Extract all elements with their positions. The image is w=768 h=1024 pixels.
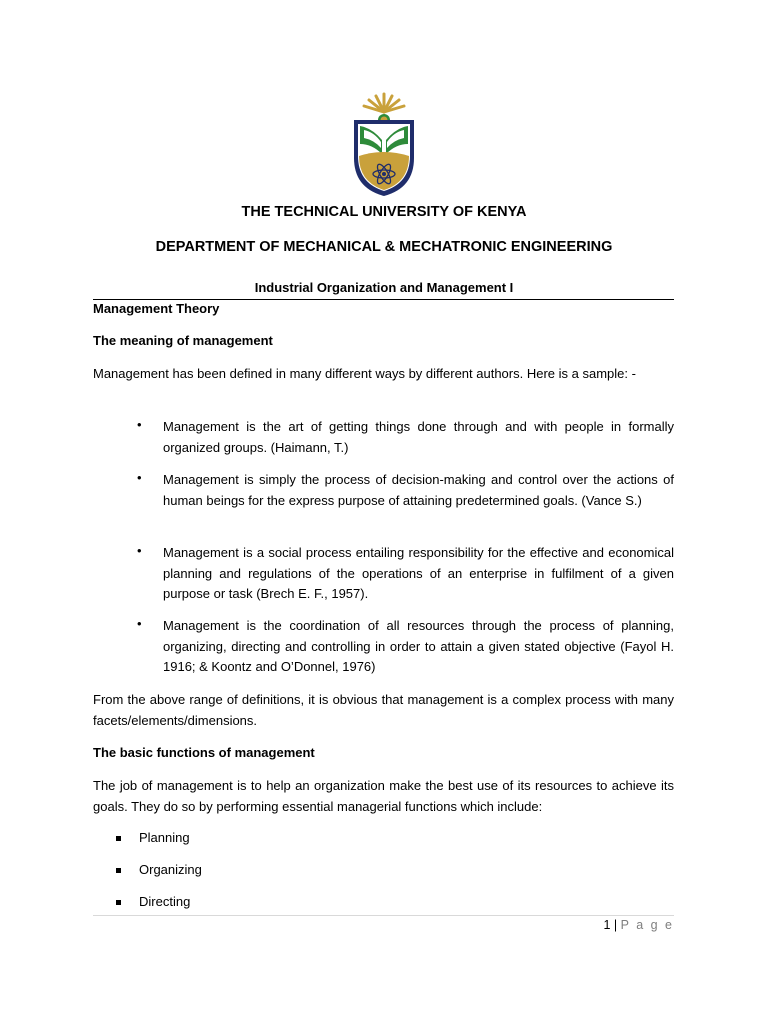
section-heading-functions: The basic functions of management [93, 745, 315, 760]
function-item-directing: Directing [139, 894, 191, 909]
bullet-dot: • [137, 470, 142, 485]
page-label: P a g e [620, 918, 674, 932]
definition-item: Management is the coordination of all resources through the process of planning, organizing, directing and controlling in order to attain a given stated objective (Fayol H. 1916; & Koontz and O’Donnel, 1976) [163, 618, 674, 674]
bullet-dot: • [137, 417, 142, 432]
page-footer [603, 918, 674, 932]
paragraph-summary: From the above range of definitions, it is obvious that management is a complex process with many facets/elements/dimensions. [93, 692, 674, 728]
header-divider [93, 299, 674, 300]
course-title: Industrial Organization and Management I [254, 280, 514, 295]
department-title: DEPARTMENT OF MECHANICAL & MECHATRONIC ENGINEERING [155, 239, 613, 255]
footer-divider [93, 915, 674, 916]
university-crest-icon [350, 90, 418, 198]
square-bullet-icon [116, 900, 121, 905]
square-bullet-icon [116, 868, 121, 873]
bullet-dot: • [137, 616, 142, 631]
page-number: 1 [603, 918, 611, 932]
definition-item: Management is a social process entailing responsibility for the effective and economical planning and regulations of the operations of an enterprise in fulfilment of a given purpose or task (Brech E. F., 1957). [163, 545, 674, 601]
definition-item: Management is the art of getting things done through and with people in formally organized groups. (Haimann, T.) [163, 419, 674, 455]
definition-item: Management is simply the process of decision-making and control over the actions of human beings for the express purpose of attaining predetermined goals. (Vance S.) [163, 472, 674, 508]
footer-separator: | [613, 918, 618, 932]
function-item-organizing: Organizing [139, 862, 202, 877]
section-heading-meaning: The meaning of management [93, 333, 273, 348]
square-bullet-icon [116, 836, 121, 841]
paragraph-functions-intro: The job of management is to help an organization make the best use of its resources to achieve its goals. They do so by performing essential managerial functions which include: [93, 778, 674, 814]
bullet-dot: • [137, 543, 142, 558]
section-heading-management-theory: Management Theory [93, 301, 220, 316]
function-item-planning: Planning [139, 830, 190, 845]
paragraph-meaning-intro: Management has been defined in many different ways by different authors. Here is a sample: - [93, 366, 636, 381]
university-title: THE TECHNICAL UNIVERSITY OF KENYA [241, 204, 527, 220]
